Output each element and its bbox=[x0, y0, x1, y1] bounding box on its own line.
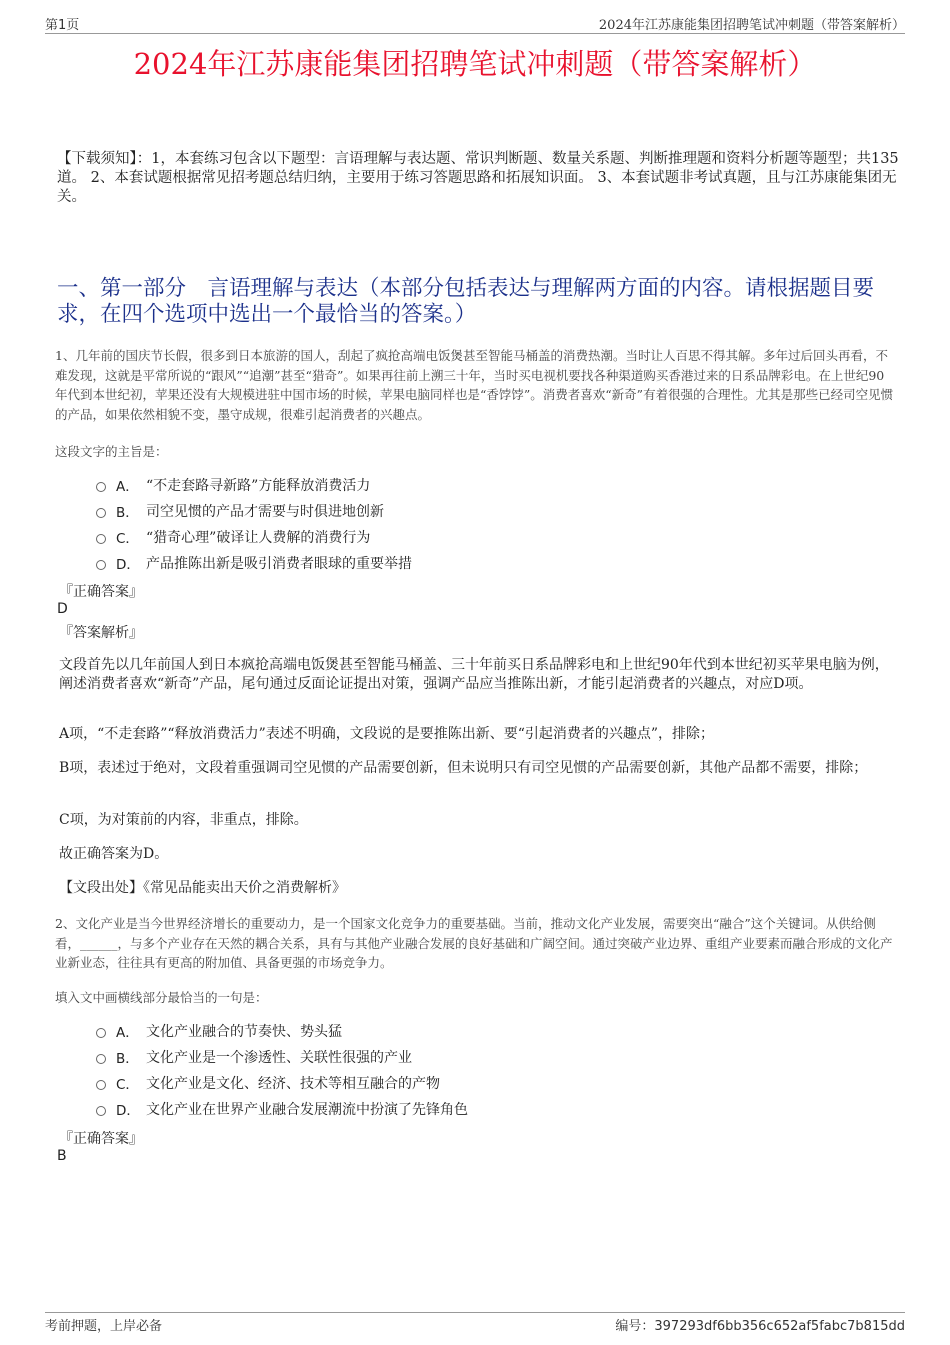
question-2-prompt: 填入文中画横线部分最恰当的一句是： bbox=[55, 990, 268, 1005]
explanation-paragraph: 文段首先以几年前国人到日本疯抢高端电饭煲甚至智能马桶盖、三十年前买日系品牌彩电和上世纪90年代到本世纪初买苹果电脑为例，阐述消费者喜欢“新奇”产品，尾句通过反面论证提出对策，强调产品应当推陈出新，才能引起消费者的兴趣点，对应D项。 bbox=[59, 657, 889, 692]
explanation-paragraph: C项，为对策前的内容，非重点，排除。 bbox=[59, 812, 308, 828]
download-notice: 【下载须知】：1，本套练习包含以下题型：言语理解与表达题、常识判断题、数量关系题、判断推理题和资料分析题等题型；共135道。 2、本套试题根据常见招考题总结归纳，主要用于练习答题思路和拓展知识面。 3、本套试题非考试真题，且与江苏康能集团无关。 bbox=[57, 151, 899, 205]
radio-icon[interactable] bbox=[96, 1054, 106, 1064]
page-number: 第1页 bbox=[45, 18, 80, 33]
option-d[interactable]: D． 文化产业在世界产业融合发展潮流中扮演了先锋角色 bbox=[96, 1096, 468, 1122]
radio-icon[interactable] bbox=[96, 1080, 106, 1090]
section-heading: 一、第一部分 言语理解与表达（本部分包括表达与理解两方面的内容。请根据题目要求，在四个选项中选出一个最恰当的答案。） bbox=[57, 276, 875, 327]
radio-icon[interactable] bbox=[96, 560, 106, 570]
option-c[interactable]: C． “猎奇心理”破译让人费解的消费行为 bbox=[96, 524, 412, 550]
source-citation: 【文段出处】《常见品能卖出天价之消费解析》 bbox=[59, 880, 346, 896]
answer-value: B bbox=[57, 1148, 67, 1164]
header-divider bbox=[45, 33, 905, 34]
question-2-text: 2、文化产业是当今世界经济增长的重要动力，是一个国家文化竞争力的重要基础。当前，推动文化产业发展，需要突出“融合”这个关键词。从供给侧看，______，与多个产业存在天然的耦合关系，具有与其他产业融合发展的良好基础和广阔空间。通过突破产业边界、重组产业要素而融合形成的文化产业新业态，往往具有更高的附加值、具备更强的市场竞争力。 bbox=[55, 916, 893, 970]
explanation-paragraph: 故正确答案为D。 bbox=[59, 846, 169, 862]
radio-icon[interactable] bbox=[96, 508, 106, 518]
radio-icon[interactable] bbox=[96, 534, 106, 544]
explanation-label: 『答案解析』 bbox=[59, 625, 143, 641]
question-2-options bbox=[96, 1018, 468, 1122]
footer-slogan: 考前押题，上岸必备 bbox=[45, 1319, 163, 1334]
question-1-prompt: 这段文字的主旨是： bbox=[55, 444, 168, 459]
explanation-paragraph: A项，“不走套路”“释放消费活力”表述不明确，文段说的是要推陈出新、要“引起消费者的兴趣点”，排除； bbox=[59, 726, 715, 742]
answer-value: D bbox=[57, 601, 68, 617]
document-title: 2024年江苏康能集团招聘笔试冲刺题（带答案解析） bbox=[133, 47, 817, 81]
running-header-title: 2024年江苏康能集团招聘笔试冲刺题（带答案解析） bbox=[598, 18, 905, 33]
option-a[interactable]: A． 文化产业融合的节奏快、势头猛 bbox=[96, 1018, 468, 1044]
answer-label: 『正确答案』 bbox=[59, 1131, 143, 1147]
answer-label: 『正确答案』 bbox=[59, 584, 143, 600]
explanation-paragraph: B项，表述过于绝对，文段着重强调司空见惯的产品需要创新，但未说明只有司空见惯的产品需要创新，其他产品都不需要，排除； bbox=[59, 760, 868, 776]
option-b[interactable]: B． 文化产业是一个渗透性、关联性很强的产业 bbox=[96, 1044, 468, 1070]
question-1-text: 1、几年前的国庆节长假，很多到日本旅游的国人，刮起了疯抢高端电饭煲甚至智能马桶盖的消费热潮。当时让人百思不得其解。多年过后回头再看，不难发现，这就是平常所说的“跟风”“追潮”甚至“猎奇”。如果再往前上溯三十年，当时买电视机要找各种渠道购买香港过来的日系品牌彩电。在上世纪90年代到本世纪初，苹果还没有大规模进驻中国市场的时候，苹果电脑同样也是“香饽饽”。消费者喜欢“新奇”有着很强的合理性。尤其是那些已经司空见惯的产品，如果依然相貌不变，墨守成规，很难引起消费者的兴趣点。 bbox=[55, 348, 894, 422]
option-b[interactable]: B． 司空见惯的产品才需要与时俱进地创新 bbox=[96, 498, 412, 524]
radio-icon[interactable] bbox=[96, 1028, 106, 1038]
footer-divider bbox=[45, 1312, 905, 1313]
option-a[interactable]: A． “不走套路寻新路”方能释放消费活力 bbox=[96, 472, 412, 498]
radio-icon[interactable] bbox=[96, 1106, 106, 1116]
footer-code: 编号：397293df6bb356c652af5fabc7b815dd bbox=[615, 1319, 905, 1334]
question-1-options bbox=[96, 472, 412, 576]
option-d[interactable]: D． 产品推陈出新是吸引消费者眼球的重要举措 bbox=[96, 550, 412, 576]
radio-icon[interactable] bbox=[96, 482, 106, 492]
option-c[interactable]: C． 文化产业是文化、经济、技术等相互融合的产物 bbox=[96, 1070, 468, 1096]
